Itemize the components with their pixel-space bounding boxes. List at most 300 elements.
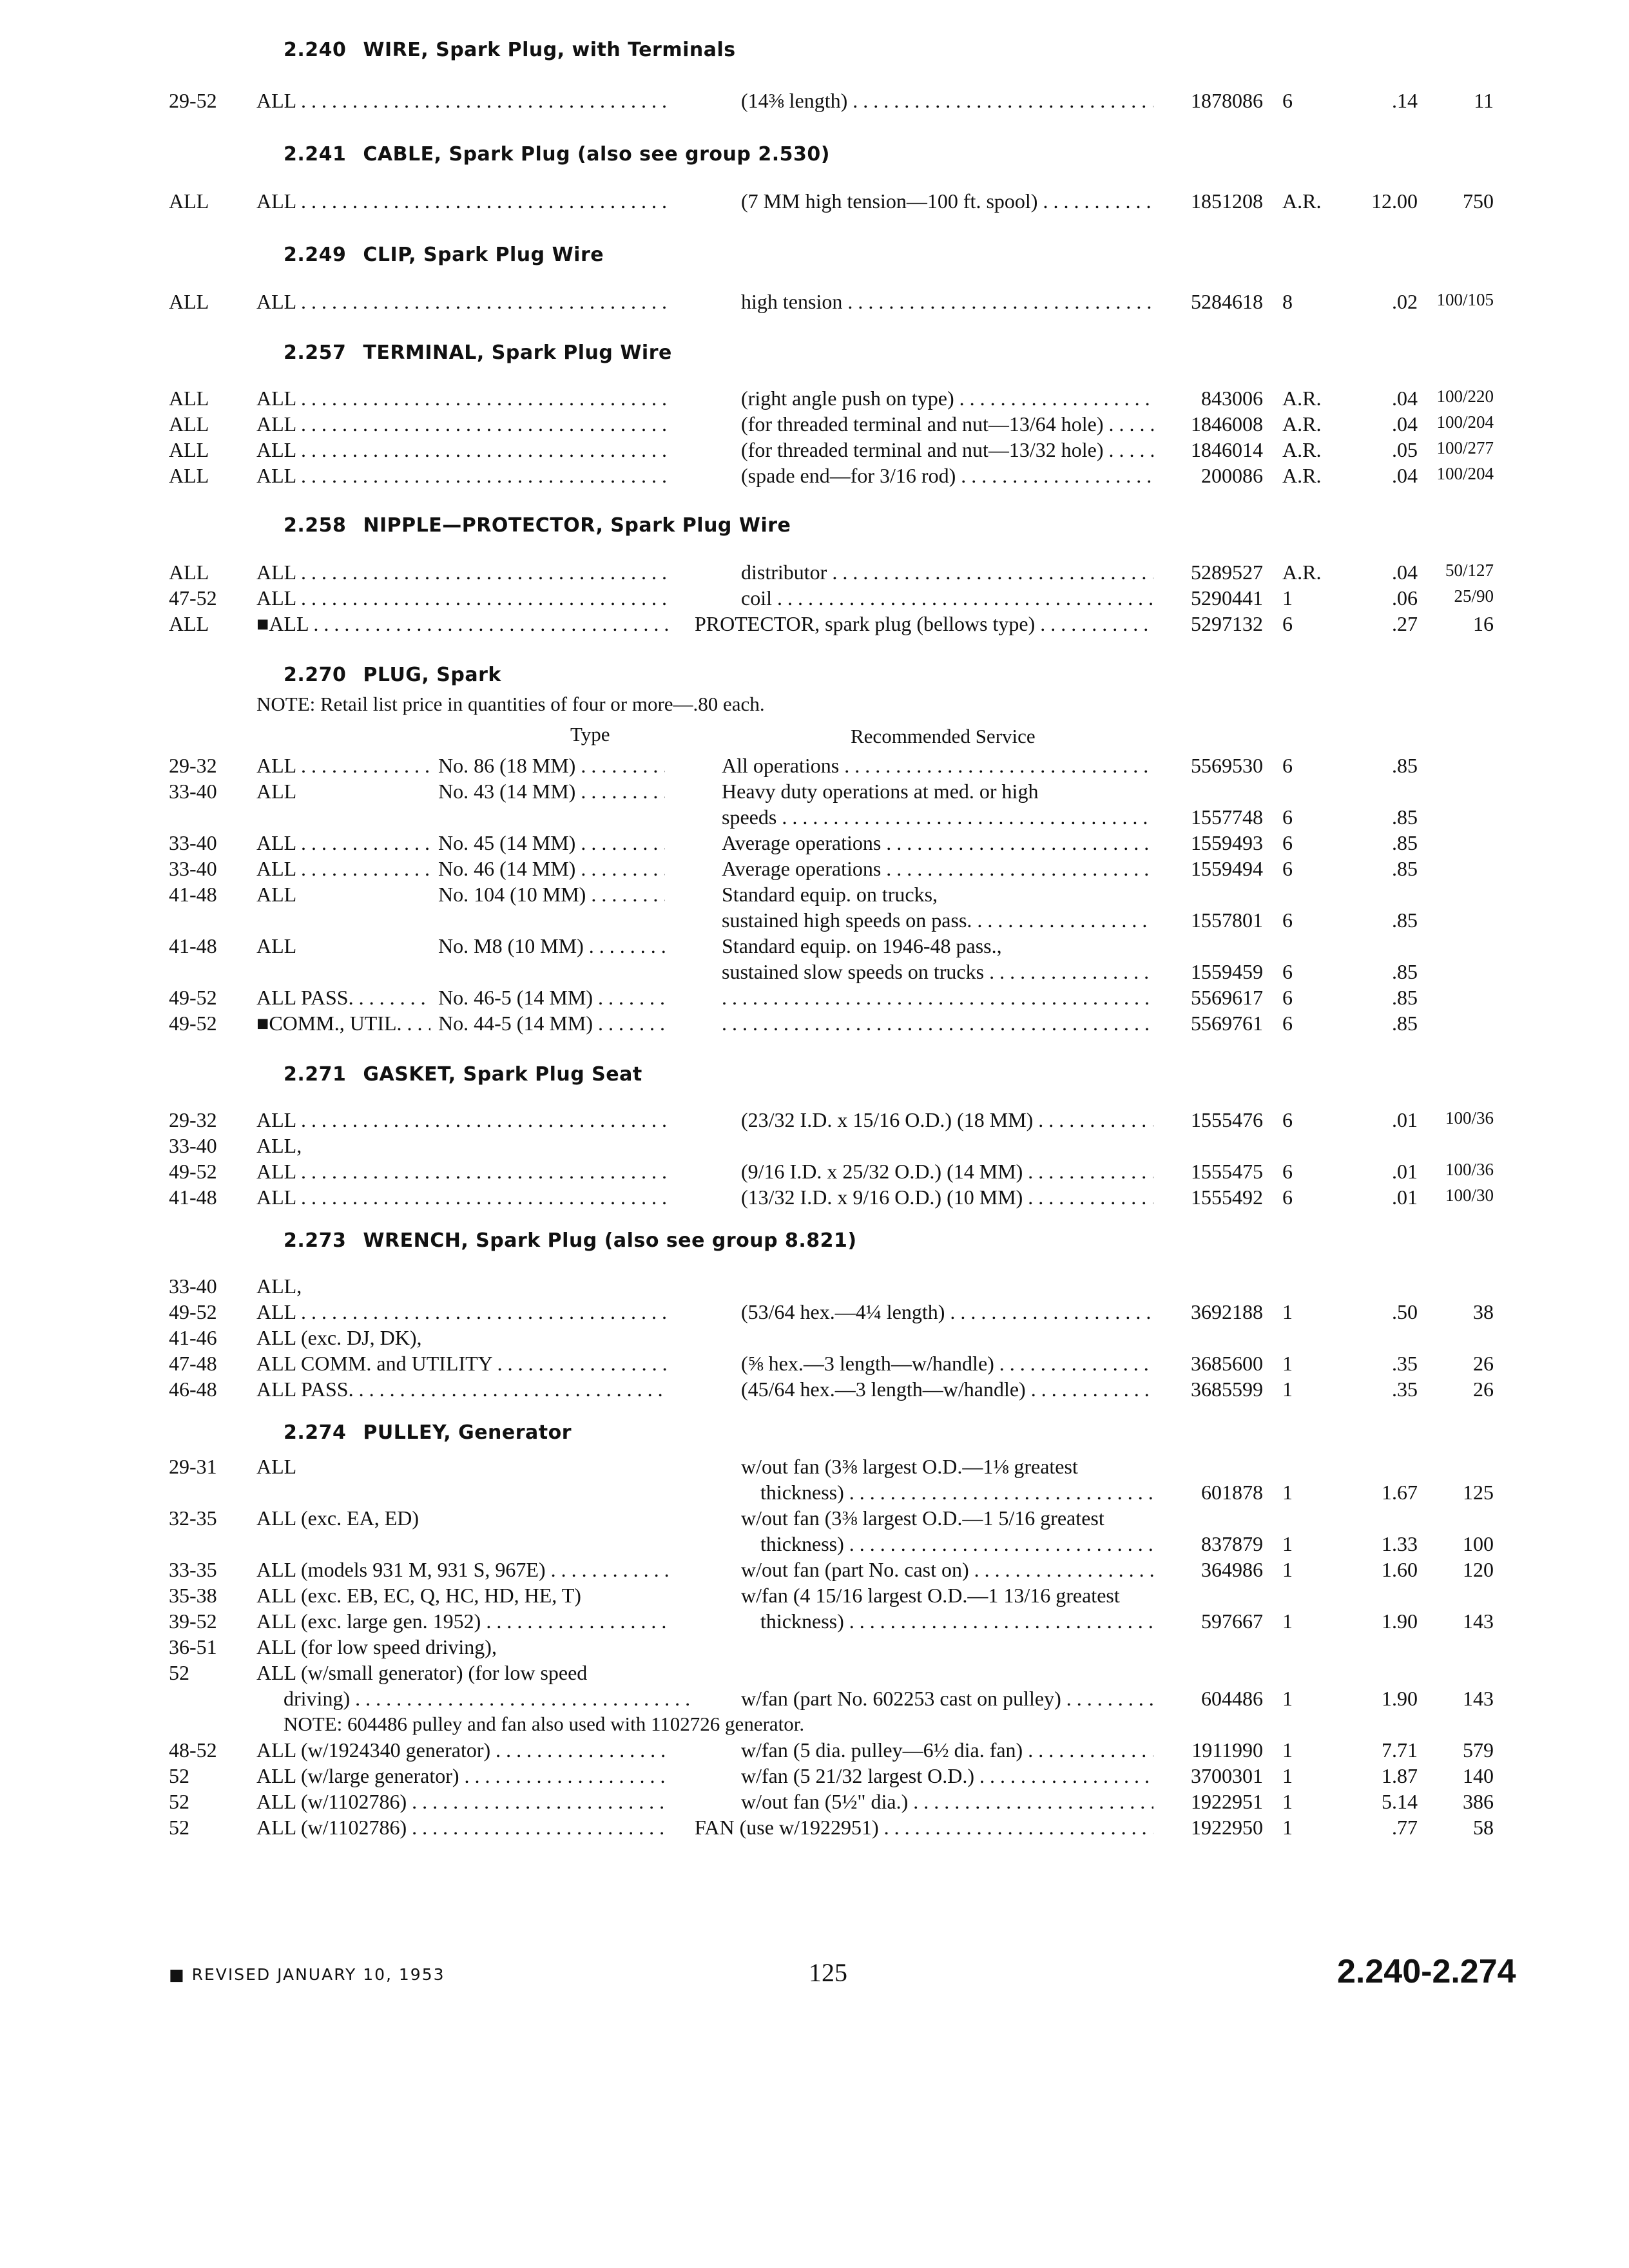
table-row bbox=[0, 1326, 1629, 1353]
list-price: 11 bbox=[1474, 89, 1494, 112]
part-number: 5569617 bbox=[1191, 986, 1263, 1009]
price: .04 bbox=[1392, 387, 1418, 410]
part-number: 1559459 bbox=[1191, 960, 1263, 983]
type-column-heading: Type bbox=[570, 723, 610, 745]
year-range: 32-35 bbox=[169, 1506, 217, 1530]
part-number: 1922951 bbox=[1191, 1790, 1263, 1813]
table-row bbox=[0, 780, 1629, 807]
table-row bbox=[0, 857, 1629, 884]
list-price: 125 bbox=[1463, 1481, 1494, 1504]
model-cell: ALL bbox=[256, 1455, 297, 1478]
description: Average operations . . . bbox=[722, 831, 1153, 855]
table-row bbox=[0, 908, 1629, 936]
model-cell: ALL . . . bbox=[256, 290, 669, 314]
group-range: 2.240-2.274 bbox=[1337, 1953, 1516, 1990]
model-cell: ALL . . . bbox=[256, 831, 430, 855]
year-range: 41-46 bbox=[169, 1326, 217, 1349]
description: high tension . . . bbox=[741, 290, 1153, 314]
year-range: 52 bbox=[169, 1764, 189, 1787]
group-title: TERMINAL, Spark Plug Wire bbox=[363, 341, 672, 364]
description: (right angle push on type) . . . bbox=[741, 387, 1153, 410]
table-row bbox=[0, 831, 1629, 858]
price: .06 bbox=[1392, 586, 1418, 610]
model-cell: ■COMM., UTIL. . . . bbox=[256, 1012, 430, 1035]
description: (for threaded terminal and nut—13/64 hole) . . . bbox=[741, 412, 1153, 436]
year-range: 46-48 bbox=[169, 1378, 217, 1401]
table-row bbox=[0, 1481, 1629, 1508]
model-cell: ALL (for low speed driving), bbox=[256, 1635, 497, 1658]
part-number: 1557801 bbox=[1191, 908, 1263, 932]
part-number: 364986 bbox=[1201, 1558, 1263, 1581]
table-row bbox=[0, 1610, 1629, 1637]
model-cell: ALL (w/small generator) (for low speed bbox=[256, 1661, 588, 1684]
quantity: 1 bbox=[1282, 1300, 1293, 1323]
list-price: 100/204 bbox=[1436, 464, 1494, 483]
plug-type: No. 44-5 (14 MM) . . . bbox=[438, 1012, 665, 1035]
price: .85 bbox=[1392, 986, 1418, 1009]
part-number: 1555475 bbox=[1191, 1160, 1263, 1183]
table-row bbox=[0, 464, 1629, 491]
description: w/out fan (5½" dia.) . . . bbox=[741, 1790, 1153, 1814]
list-price: 100 bbox=[1463, 1532, 1494, 1555]
list-price: 386 bbox=[1463, 1790, 1494, 1813]
year-range: 47-52 bbox=[169, 586, 217, 610]
quantity: 6 bbox=[1282, 612, 1293, 635]
quantity: 1 bbox=[1282, 1352, 1293, 1375]
year-range: 49-52 bbox=[169, 986, 217, 1009]
description: w/out fan (3⅜ largest O.D.—1⅛ greatest bbox=[741, 1455, 1078, 1478]
price: .04 bbox=[1392, 561, 1418, 584]
model-cell: ALL, bbox=[256, 1274, 302, 1298]
year-range: 29-32 bbox=[169, 1108, 217, 1131]
description: w/fan (part No. 602253 cast on pulley) . . . bbox=[741, 1687, 1153, 1711]
quantity: A.R. bbox=[1282, 387, 1322, 410]
model-cell: ALL (w/1924340 generator) . . . bbox=[256, 1738, 669, 1762]
list-price: 100/36 bbox=[1445, 1108, 1494, 1128]
price: .85 bbox=[1392, 908, 1418, 932]
list-price: 16 bbox=[1473, 612, 1494, 635]
part-number: 3700301 bbox=[1191, 1764, 1263, 1787]
price: .50 bbox=[1392, 1300, 1418, 1323]
model-cell: ALL . . . bbox=[256, 1186, 669, 1209]
quantity: 6 bbox=[1282, 986, 1293, 1009]
quantity: 6 bbox=[1282, 857, 1293, 880]
page-number: 125 bbox=[809, 1958, 847, 1987]
quantity: 1 bbox=[1282, 1610, 1293, 1633]
list-price: 100/30 bbox=[1445, 1186, 1494, 1205]
table-row bbox=[0, 1108, 1629, 1135]
description: w/out fan (3⅜ largest O.D.—1 5/16 greatest bbox=[741, 1506, 1104, 1530]
table-row bbox=[0, 1012, 1629, 1039]
model-cell: ALL PASS. . . . bbox=[256, 986, 430, 1010]
part-number: 601878 bbox=[1201, 1481, 1263, 1504]
description: (13/32 I.D. x 9/16 O.D.) (10 MM) . . . bbox=[741, 1186, 1153, 1209]
plug-type: No. M8 (10 MM) . . . bbox=[438, 934, 665, 958]
description: thickness) . . . bbox=[760, 1610, 1153, 1633]
year-range: ALL bbox=[169, 290, 209, 313]
part-number: 3692188 bbox=[1191, 1300, 1263, 1323]
model-cell: ALL . . . bbox=[256, 586, 669, 610]
price: .85 bbox=[1392, 1012, 1418, 1035]
list-price: 25/90 bbox=[1454, 586, 1494, 606]
description: (spade end—for 3/16 rod) . . . bbox=[741, 464, 1153, 488]
model-cell: ALL . . . bbox=[256, 464, 669, 488]
part-number: 200086 bbox=[1201, 464, 1263, 487]
list-price: 100/277 bbox=[1436, 438, 1494, 457]
part-number: 3685599 bbox=[1191, 1378, 1263, 1401]
table-row bbox=[0, 934, 1629, 961]
model-cell: ALL . . . bbox=[256, 412, 669, 436]
quantity: 8 bbox=[1282, 290, 1293, 313]
description: w/fan (4 15/16 largest O.D.—1 13/16 greatest bbox=[741, 1584, 1120, 1607]
group-title: PULLEY, Generator bbox=[363, 1421, 572, 1444]
plug-type: No. 45 (14 MM) . . . bbox=[438, 831, 665, 855]
description: Heavy duty operations at med. or high bbox=[722, 780, 1039, 803]
model-cell: ALL . . . bbox=[256, 387, 669, 410]
table-row bbox=[0, 1160, 1629, 1187]
plug-type: No. 86 (18 MM) . . . bbox=[438, 754, 665, 778]
list-price: 100/220 bbox=[1436, 387, 1494, 406]
model-cell: ALL . . . bbox=[256, 754, 430, 778]
group-number: 2.274 bbox=[284, 1421, 347, 1444]
year-range: ALL bbox=[169, 561, 209, 584]
plug-type: No. 46 (14 MM) . . . bbox=[438, 857, 665, 881]
model-cell: ALL . . . bbox=[256, 857, 430, 881]
description: Standard equip. on trucks, bbox=[722, 883, 938, 906]
part-number: 837879 bbox=[1201, 1532, 1263, 1555]
quantity: A.R. bbox=[1282, 561, 1322, 584]
part-number: 1846008 bbox=[1191, 412, 1263, 436]
model-cell: ALL . . . bbox=[256, 1300, 669, 1324]
group-number: 2.240 bbox=[284, 39, 347, 61]
part-number: 3685600 bbox=[1191, 1352, 1263, 1375]
year-range: 49-52 bbox=[169, 1160, 217, 1183]
section-heading bbox=[284, 1063, 642, 1086]
price: .05 bbox=[1392, 438, 1418, 461]
quantity: 6 bbox=[1282, 908, 1293, 932]
model-cell: ALL bbox=[256, 934, 297, 957]
plug-type: No. 46-5 (14 MM) . . . bbox=[438, 986, 665, 1010]
quantity: 1 bbox=[1282, 586, 1293, 610]
table-row bbox=[0, 1816, 1629, 1843]
list-price: 50/127 bbox=[1445, 561, 1494, 580]
model-cell: ALL (exc. EB, EC, Q, HC, HD, HE, T) bbox=[256, 1584, 581, 1607]
year-range: 33-40 bbox=[169, 1134, 217, 1157]
price: .35 bbox=[1392, 1378, 1418, 1401]
section-heading bbox=[284, 1229, 857, 1252]
year-range: 29-31 bbox=[169, 1455, 217, 1478]
part-number: 1911990 bbox=[1191, 1738, 1263, 1762]
model-cell: ALL COMM. and UTILITY . . . bbox=[256, 1352, 669, 1376]
price: .27 bbox=[1392, 612, 1418, 635]
model-cell: ALL . . . bbox=[256, 438, 669, 462]
price: 1.90 bbox=[1382, 1687, 1418, 1710]
quantity: 6 bbox=[1282, 805, 1293, 829]
price: .77 bbox=[1392, 1816, 1418, 1839]
year-range: ALL bbox=[169, 387, 209, 410]
description: speeds . . . bbox=[722, 805, 1153, 829]
table-row bbox=[0, 883, 1629, 910]
list-price: 26 bbox=[1473, 1352, 1494, 1375]
description: (9/16 I.D. x 25/32 O.D.) (14 MM) . . . bbox=[741, 1160, 1153, 1184]
year-range: 33-40 bbox=[169, 831, 217, 854]
group-number: 2.257 bbox=[284, 341, 347, 364]
year-range: 33-35 bbox=[169, 1558, 217, 1581]
service-column-heading: Recommended Service bbox=[851, 725, 1036, 747]
list-price: 143 bbox=[1463, 1687, 1494, 1710]
table-row bbox=[0, 805, 1629, 832]
year-range: 33-40 bbox=[169, 857, 217, 880]
part-number: 5297132 bbox=[1191, 612, 1263, 635]
revised-date: ■ REVISED JANUARY 10, 1953 bbox=[169, 1965, 445, 1984]
list-price: 579 bbox=[1463, 1738, 1494, 1762]
quantity: 1 bbox=[1282, 1558, 1293, 1581]
group-number: 2.270 bbox=[284, 664, 347, 686]
plug-type: No. 104 (10 MM) . . . bbox=[438, 883, 665, 907]
model-cell: ALL (models 931 M, 931 S, 967E) . . . bbox=[256, 1558, 669, 1582]
year-range: 47-48 bbox=[169, 1352, 217, 1375]
section-heading bbox=[284, 39, 736, 61]
plug-note: NOTE: Retail list price in quantities of four or more—.80 each. bbox=[256, 693, 765, 715]
quantity: 1 bbox=[1282, 1532, 1293, 1555]
list-price: 38 bbox=[1473, 1300, 1494, 1323]
description: coil . . . bbox=[741, 586, 1153, 610]
year-range: 33-40 bbox=[169, 780, 217, 803]
quantity: 6 bbox=[1282, 1108, 1293, 1131]
part-number: 5289527 bbox=[1191, 561, 1263, 584]
part-number: 604486 bbox=[1201, 1687, 1263, 1710]
list-price: 143 bbox=[1463, 1610, 1494, 1633]
quantity: 1 bbox=[1282, 1687, 1293, 1710]
group-title: CABLE, Spark Plug (also see group 2.530) bbox=[363, 143, 830, 166]
year-range: 39-52 bbox=[169, 1610, 217, 1633]
description: FAN (use w/1922951) . . . bbox=[695, 1816, 1153, 1840]
description: (7 MM high tension—100 ft. spool) . . . bbox=[741, 189, 1153, 213]
model-cell: ALL (exc. large gen. 1952) . . . bbox=[256, 1610, 669, 1633]
table-row bbox=[0, 1764, 1629, 1791]
section-heading bbox=[284, 1421, 572, 1444]
table-row bbox=[0, 754, 1629, 781]
table-row bbox=[0, 1506, 1629, 1533]
price: .85 bbox=[1392, 754, 1418, 777]
price: .01 bbox=[1392, 1186, 1418, 1209]
list-price: 100/105 bbox=[1436, 290, 1494, 309]
table-row bbox=[0, 1532, 1629, 1559]
quantity: 1 bbox=[1282, 1790, 1293, 1813]
part-number: 1559494 bbox=[1191, 857, 1263, 880]
table-row bbox=[0, 586, 1629, 613]
table-row bbox=[0, 1186, 1629, 1213]
table-row bbox=[0, 1352, 1629, 1379]
quantity: 1 bbox=[1282, 1738, 1293, 1762]
quantity: 6 bbox=[1282, 831, 1293, 854]
description: distributor . . . bbox=[741, 561, 1153, 584]
table-row bbox=[0, 290, 1629, 317]
table-row bbox=[0, 960, 1629, 987]
description: w/out fan (part No. cast on) . . . bbox=[741, 1558, 1153, 1582]
year-range: 52 bbox=[169, 1816, 189, 1839]
group-title: WRENCH, Spark Plug (also see group 8.821) bbox=[363, 1229, 857, 1252]
description: (14⅜ length) . . . bbox=[741, 89, 1153, 113]
price: .01 bbox=[1392, 1108, 1418, 1131]
year-range: ALL bbox=[169, 438, 209, 461]
table-row bbox=[0, 438, 1629, 465]
price: .01 bbox=[1392, 1160, 1418, 1183]
model-cell: ALL . . . bbox=[256, 1160, 669, 1184]
year-range: 49-52 bbox=[169, 1300, 217, 1323]
list-price: 120 bbox=[1463, 1558, 1494, 1581]
group-title: WIRE, Spark Plug, with Terminals bbox=[363, 39, 736, 61]
price: .02 bbox=[1392, 290, 1418, 313]
list-price: 100/204 bbox=[1436, 412, 1494, 432]
price: 1.60 bbox=[1382, 1558, 1418, 1581]
group-number: 2.271 bbox=[284, 1063, 347, 1086]
year-range: 33-40 bbox=[169, 1274, 217, 1298]
part-number: 1851208 bbox=[1191, 189, 1263, 213]
year-range: 52 bbox=[169, 1661, 189, 1684]
price: 7.71 bbox=[1382, 1738, 1418, 1762]
table-row bbox=[0, 561, 1629, 588]
part-number: 1555476 bbox=[1191, 1108, 1263, 1131]
table-row bbox=[0, 1134, 1629, 1161]
group-title: NIPPLE—PROTECTOR, Spark Plug Wire bbox=[363, 514, 791, 537]
price: 1.90 bbox=[1382, 1610, 1418, 1633]
list-price: 140 bbox=[1463, 1764, 1494, 1787]
section-heading bbox=[284, 143, 830, 166]
description: w/fan (5 dia. pulley—6½ dia. fan) . . . bbox=[741, 1738, 1153, 1762]
list-price: 750 bbox=[1463, 189, 1494, 213]
quantity: A.R. bbox=[1282, 189, 1322, 213]
quantity: 6 bbox=[1282, 1160, 1293, 1183]
part-number: 843006 bbox=[1201, 387, 1263, 410]
price: 1.33 bbox=[1382, 1532, 1418, 1555]
price: .85 bbox=[1392, 831, 1418, 854]
year-range: ALL bbox=[169, 464, 209, 487]
group-title: CLIP, Spark Plug Wire bbox=[363, 244, 604, 266]
part-number: 597667 bbox=[1201, 1610, 1263, 1633]
part-number: 1557748 bbox=[1191, 805, 1263, 829]
table-row bbox=[0, 1455, 1629, 1482]
description: thickness) . . . bbox=[760, 1532, 1153, 1556]
year-range: 29-52 bbox=[169, 89, 217, 112]
year-range: 29-32 bbox=[169, 754, 217, 777]
price: .85 bbox=[1392, 960, 1418, 983]
price: 12.00 bbox=[1371, 189, 1418, 213]
description: thickness) . . . bbox=[760, 1481, 1153, 1504]
price: .85 bbox=[1392, 857, 1418, 880]
description: (for threaded terminal and nut—13/32 hole) . . . bbox=[741, 438, 1153, 462]
group-title: GASKET, Spark Plug Seat bbox=[363, 1063, 642, 1086]
group-number: 2.258 bbox=[284, 514, 347, 537]
price: .04 bbox=[1392, 412, 1418, 436]
part-number: 5569761 bbox=[1191, 1012, 1263, 1035]
quantity: A.R. bbox=[1282, 438, 1322, 461]
description: (53/64 hex.—4¼ length) . . . bbox=[741, 1300, 1153, 1324]
table-row bbox=[0, 1687, 1629, 1714]
group-title: PLUG, Spark bbox=[363, 664, 501, 686]
part-number: 1559493 bbox=[1191, 831, 1263, 854]
description: sustained slow speeds on trucks . . . bbox=[722, 960, 1153, 984]
table-row bbox=[0, 612, 1629, 639]
description: Average operations . . . bbox=[722, 857, 1153, 881]
table-row bbox=[0, 1635, 1629, 1662]
description: All operations . . . bbox=[722, 754, 1153, 778]
description bbox=[722, 1012, 1153, 1035]
model-cell: ALL . . . bbox=[256, 1108, 669, 1132]
year-range: 41-48 bbox=[169, 934, 217, 957]
quantity: 6 bbox=[1282, 89, 1293, 112]
description: (23/32 I.D. x 15/16 O.D.) (18 MM) . . . bbox=[741, 1108, 1153, 1132]
model-cell: driving) . . . bbox=[284, 1687, 696, 1711]
model-cell: ALL, bbox=[256, 1134, 302, 1157]
part-number: 5290441 bbox=[1191, 586, 1263, 610]
quantity: 6 bbox=[1282, 1186, 1293, 1209]
quantity: A.R. bbox=[1282, 412, 1322, 436]
description bbox=[722, 986, 1153, 1010]
model-cell: ALL PASS. . . . bbox=[256, 1378, 669, 1401]
model-cell: ALL . . . bbox=[256, 189, 669, 213]
part-number: 5569530 bbox=[1191, 754, 1263, 777]
year-range: ALL bbox=[169, 189, 209, 213]
part-number: 1555492 bbox=[1191, 1186, 1263, 1209]
description: sustained high speeds on pass. . . . bbox=[722, 908, 1153, 932]
part-number: 1846014 bbox=[1191, 438, 1263, 461]
model-cell: ALL (exc. EA, ED) bbox=[256, 1506, 419, 1530]
part-number: 1922950 bbox=[1191, 1816, 1263, 1839]
table-row bbox=[0, 189, 1629, 216]
price: .85 bbox=[1392, 805, 1418, 829]
price: .04 bbox=[1392, 464, 1418, 487]
table-row bbox=[0, 1558, 1629, 1585]
description: PROTECTOR, spark plug (bellows type) . . . bbox=[695, 612, 1153, 636]
price: .14 bbox=[1392, 89, 1418, 112]
quantity: 1 bbox=[1282, 1481, 1293, 1504]
model-cell: ■ALL . . . bbox=[256, 612, 669, 636]
year-range: 48-52 bbox=[169, 1738, 217, 1762]
price: 1.67 bbox=[1382, 1481, 1418, 1504]
year-range: ALL bbox=[169, 412, 209, 436]
list-price: 26 bbox=[1473, 1378, 1494, 1401]
year-range: 41-48 bbox=[169, 1186, 217, 1209]
description: Standard equip. on 1946-48 pass., bbox=[722, 934, 1002, 957]
section-heading bbox=[284, 244, 604, 266]
pulley-note: NOTE: 604486 pulley and fan also used with 1102726 generator. bbox=[284, 1713, 805, 1735]
quantity: 1 bbox=[1282, 1378, 1293, 1401]
table-row bbox=[0, 986, 1629, 1013]
model-cell: ALL (w/1102786) . . . bbox=[256, 1816, 669, 1840]
year-range: 35-38 bbox=[169, 1584, 217, 1607]
table-row bbox=[0, 1274, 1629, 1302]
section-heading bbox=[284, 341, 672, 364]
quantity: A.R. bbox=[1282, 464, 1322, 487]
table-row bbox=[0, 1584, 1629, 1611]
price: 1.87 bbox=[1382, 1764, 1418, 1787]
quantity: 6 bbox=[1282, 960, 1293, 983]
model-cell: ALL bbox=[256, 780, 297, 803]
quantity: 6 bbox=[1282, 1012, 1293, 1035]
year-range: 41-48 bbox=[169, 883, 217, 906]
year-range: 52 bbox=[169, 1790, 189, 1813]
group-number: 2.249 bbox=[284, 244, 347, 266]
list-price: 58 bbox=[1473, 1816, 1494, 1839]
model-cell: ALL (w/1102786) . . . bbox=[256, 1790, 669, 1814]
model-cell: ALL bbox=[256, 883, 297, 906]
table-row bbox=[0, 1378, 1629, 1405]
year-range: ALL bbox=[169, 612, 209, 635]
part-number: 1878086 bbox=[1191, 89, 1263, 112]
part-number: 5284618 bbox=[1191, 290, 1263, 313]
table-row bbox=[0, 387, 1629, 414]
